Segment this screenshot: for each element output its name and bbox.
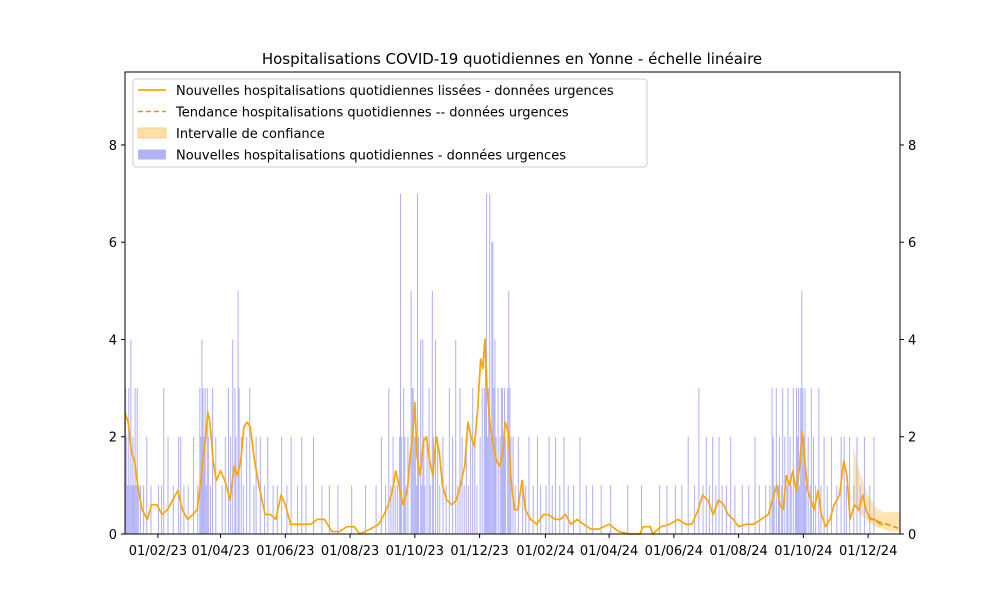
- bar: [400, 194, 401, 534]
- bar: [418, 437, 419, 534]
- bar: [415, 437, 416, 534]
- bar: [831, 437, 832, 534]
- bar: [787, 388, 788, 534]
- bar: [253, 485, 254, 534]
- x-tick-label: 01/06/24: [644, 544, 704, 559]
- bar: [183, 485, 184, 534]
- bar: [688, 437, 689, 534]
- bar: [537, 437, 538, 534]
- bar: [127, 485, 128, 534]
- bar: [500, 437, 501, 534]
- bar: [297, 485, 298, 534]
- bar: [305, 485, 306, 534]
- bar: [480, 437, 481, 534]
- bar: [404, 437, 405, 534]
- y-tick-label-right: 2: [908, 430, 917, 446]
- bar: [313, 437, 314, 534]
- bar: [401, 437, 402, 534]
- bar: [791, 485, 792, 534]
- bar: [424, 485, 425, 534]
- bar: [698, 388, 699, 534]
- bar: [414, 437, 415, 534]
- bar: [579, 437, 580, 534]
- bar: [446, 485, 447, 534]
- bar: [782, 388, 783, 534]
- bar: [528, 437, 529, 534]
- y-tick-label-left: 8: [108, 138, 117, 154]
- bar: [476, 485, 477, 534]
- bar: [722, 485, 723, 534]
- bar: [513, 437, 514, 534]
- y-tick-label-right: 8: [908, 138, 917, 154]
- bar: [235, 437, 236, 534]
- bar: [133, 485, 134, 534]
- legend-swatch-fill: [138, 128, 166, 138]
- bar: [131, 485, 132, 534]
- bar: [801, 291, 802, 534]
- x-tick-label: 01/08/23: [320, 544, 380, 559]
- bar: [813, 437, 814, 534]
- bar: [496, 437, 497, 534]
- bar: [201, 339, 202, 534]
- bar: [641, 485, 642, 534]
- bar: [798, 388, 799, 534]
- bar: [215, 437, 216, 534]
- bar: [432, 291, 433, 534]
- bar: [498, 388, 499, 534]
- bar: [321, 485, 322, 534]
- bar: [416, 485, 417, 534]
- bar: [206, 485, 207, 534]
- bar: [421, 485, 422, 534]
- bar: [199, 388, 200, 534]
- bar: [260, 437, 261, 534]
- bar: [507, 388, 508, 534]
- x-tick-label: 01/02/23: [128, 544, 188, 559]
- bar: [718, 437, 719, 534]
- bar: [464, 485, 465, 534]
- bar: [776, 388, 777, 534]
- chart-title: Hospitalisations COVID-19 quotidiennes en Yonne - échelle linéaire: [261, 50, 763, 68]
- bar: [439, 485, 440, 534]
- bar: [818, 388, 819, 534]
- bar: [563, 437, 564, 534]
- bar: [411, 291, 412, 534]
- y-tick-label-left: 2: [108, 430, 117, 446]
- y-tick-label-right: 6: [908, 236, 917, 252]
- bar: [549, 437, 550, 534]
- bar: [452, 437, 453, 534]
- bar: [786, 485, 787, 534]
- bar: [301, 437, 302, 534]
- bar: [137, 388, 138, 534]
- bar: [337, 485, 338, 534]
- bar: [795, 485, 796, 534]
- bar: [869, 485, 870, 534]
- bar: [773, 437, 774, 534]
- bar: [143, 485, 144, 534]
- bar: [592, 485, 593, 534]
- bar: [518, 437, 519, 534]
- legend-label: Nouvelles hospitalisations quotidiennes - données urgences: [176, 148, 566, 164]
- bar: [397, 485, 398, 534]
- bar: [493, 388, 494, 534]
- bar: [806, 485, 807, 534]
- bar: [468, 485, 469, 534]
- bar: [864, 437, 865, 534]
- bar: [388, 388, 389, 534]
- bar: [132, 437, 133, 534]
- bar: [243, 485, 244, 534]
- bar: [427, 437, 428, 534]
- bar: [755, 437, 756, 534]
- bar: [559, 485, 560, 534]
- bar: [545, 485, 546, 534]
- bar: [234, 388, 235, 534]
- bar: [246, 437, 247, 534]
- bar: [846, 485, 847, 534]
- bar: [489, 194, 490, 534]
- bar: [802, 388, 803, 534]
- bar: [482, 388, 483, 534]
- x-tick-label: 01/12/24: [838, 544, 898, 559]
- bar: [136, 485, 137, 534]
- bar: [126, 437, 127, 534]
- bar: [472, 388, 473, 534]
- bar: [694, 485, 695, 534]
- bar: [836, 485, 837, 534]
- bar: [430, 485, 431, 534]
- bar: [178, 437, 179, 534]
- bar: [487, 437, 488, 534]
- bar: [860, 485, 861, 534]
- bar: [238, 291, 239, 534]
- bar: [627, 485, 628, 534]
- legend-label: Tendance hospitalisations quotidiennes -- données urgences: [176, 105, 569, 121]
- bar: [502, 388, 503, 534]
- bar: [491, 242, 492, 534]
- y-tick-label-right: 0: [908, 528, 917, 543]
- bar: [193, 437, 194, 534]
- bar: [810, 485, 811, 534]
- legend-label: Intervalle de confiance: [176, 127, 325, 142]
- bar: [540, 485, 541, 534]
- x-tick-label: 01/02/24: [516, 544, 575, 559]
- bar: [675, 485, 676, 534]
- bar: [508, 291, 509, 534]
- bar: [759, 485, 760, 534]
- x-tick-label: 01/10/23: [385, 544, 445, 559]
- bar: [484, 388, 485, 534]
- bar: [417, 194, 418, 534]
- bar: [173, 485, 174, 534]
- bar: [470, 437, 471, 534]
- bar: [796, 388, 797, 534]
- bar: [781, 485, 782, 534]
- bar: [811, 388, 812, 534]
- bar: [459, 388, 460, 534]
- bar: [433, 437, 434, 534]
- legend: [133, 79, 647, 167]
- x-tick-label: 01/08/24: [709, 544, 768, 559]
- bar: [129, 485, 130, 534]
- bar: [827, 485, 828, 534]
- bar: [455, 339, 456, 534]
- bar: [228, 388, 229, 534]
- bar: [403, 388, 404, 534]
- bar: [856, 437, 857, 534]
- bar: [232, 339, 233, 534]
- y-tick-label-right: 4: [908, 333, 917, 349]
- bar: [412, 388, 413, 534]
- x-tick-label: 01/10/24: [774, 544, 833, 559]
- bar: [256, 437, 257, 534]
- bar: [494, 339, 495, 534]
- y-tick-label-left: 0: [108, 528, 117, 543]
- bar: [267, 437, 268, 534]
- bar: [249, 388, 250, 534]
- bar: [492, 242, 493, 534]
- bar: [748, 485, 749, 534]
- bar: [793, 388, 794, 534]
- bar: [601, 485, 602, 534]
- bar: [239, 388, 240, 534]
- bar: [420, 339, 421, 534]
- bar: [568, 485, 569, 534]
- legend-swatch-fill: [138, 150, 166, 160]
- bar: [666, 485, 667, 534]
- bar: [573, 485, 574, 534]
- bar: [703, 485, 704, 534]
- bar: [207, 388, 208, 534]
- bar: [706, 437, 707, 534]
- bar: [552, 485, 553, 534]
- bars-layer: [125, 194, 875, 534]
- bar: [423, 437, 424, 534]
- x-tick-label: 01/12/23: [450, 544, 509, 559]
- bar: [712, 437, 713, 534]
- bar: [681, 485, 682, 534]
- bar: [161, 485, 162, 534]
- bar: [365, 485, 366, 534]
- bar: [422, 339, 423, 534]
- y-tick-label-left: 6: [108, 236, 117, 252]
- bar: [210, 485, 211, 534]
- bar: [395, 485, 396, 534]
- bar: [504, 388, 505, 534]
- bar: [844, 437, 845, 534]
- x-tick-label: 01/04/23: [191, 544, 250, 559]
- bar: [730, 437, 731, 534]
- bar: [490, 437, 491, 534]
- bar: [765, 485, 766, 534]
- y-tick-label-left: 4: [108, 333, 117, 349]
- bar: [222, 485, 223, 534]
- x-tick-label: 01/06/23: [256, 544, 315, 559]
- bar: [230, 437, 231, 534]
- bar: [815, 485, 816, 534]
- bar: [291, 437, 292, 534]
- bar: [734, 485, 735, 534]
- bar: [208, 437, 209, 534]
- bar: [273, 485, 274, 534]
- bar: [533, 485, 534, 534]
- bar: [188, 485, 189, 534]
- bar: [772, 388, 773, 534]
- bar: [799, 485, 800, 534]
- bar: [205, 388, 206, 534]
- bar: [462, 437, 463, 534]
- bar: [140, 485, 141, 534]
- x-tick-label: 01/04/24: [579, 544, 639, 559]
- bar: [742, 485, 743, 534]
- bar: [180, 437, 181, 534]
- bar: [449, 388, 450, 534]
- bar: [281, 437, 282, 534]
- bar: [167, 437, 168, 534]
- bar: [128, 388, 129, 534]
- bar: [779, 437, 780, 534]
- bar: [709, 485, 710, 534]
- bar: [437, 437, 438, 534]
- legend-label: Nouvelles hospitalisations quotidiennes lissées - données urgences: [176, 84, 614, 99]
- bar: [474, 437, 475, 534]
- bar: [505, 437, 506, 534]
